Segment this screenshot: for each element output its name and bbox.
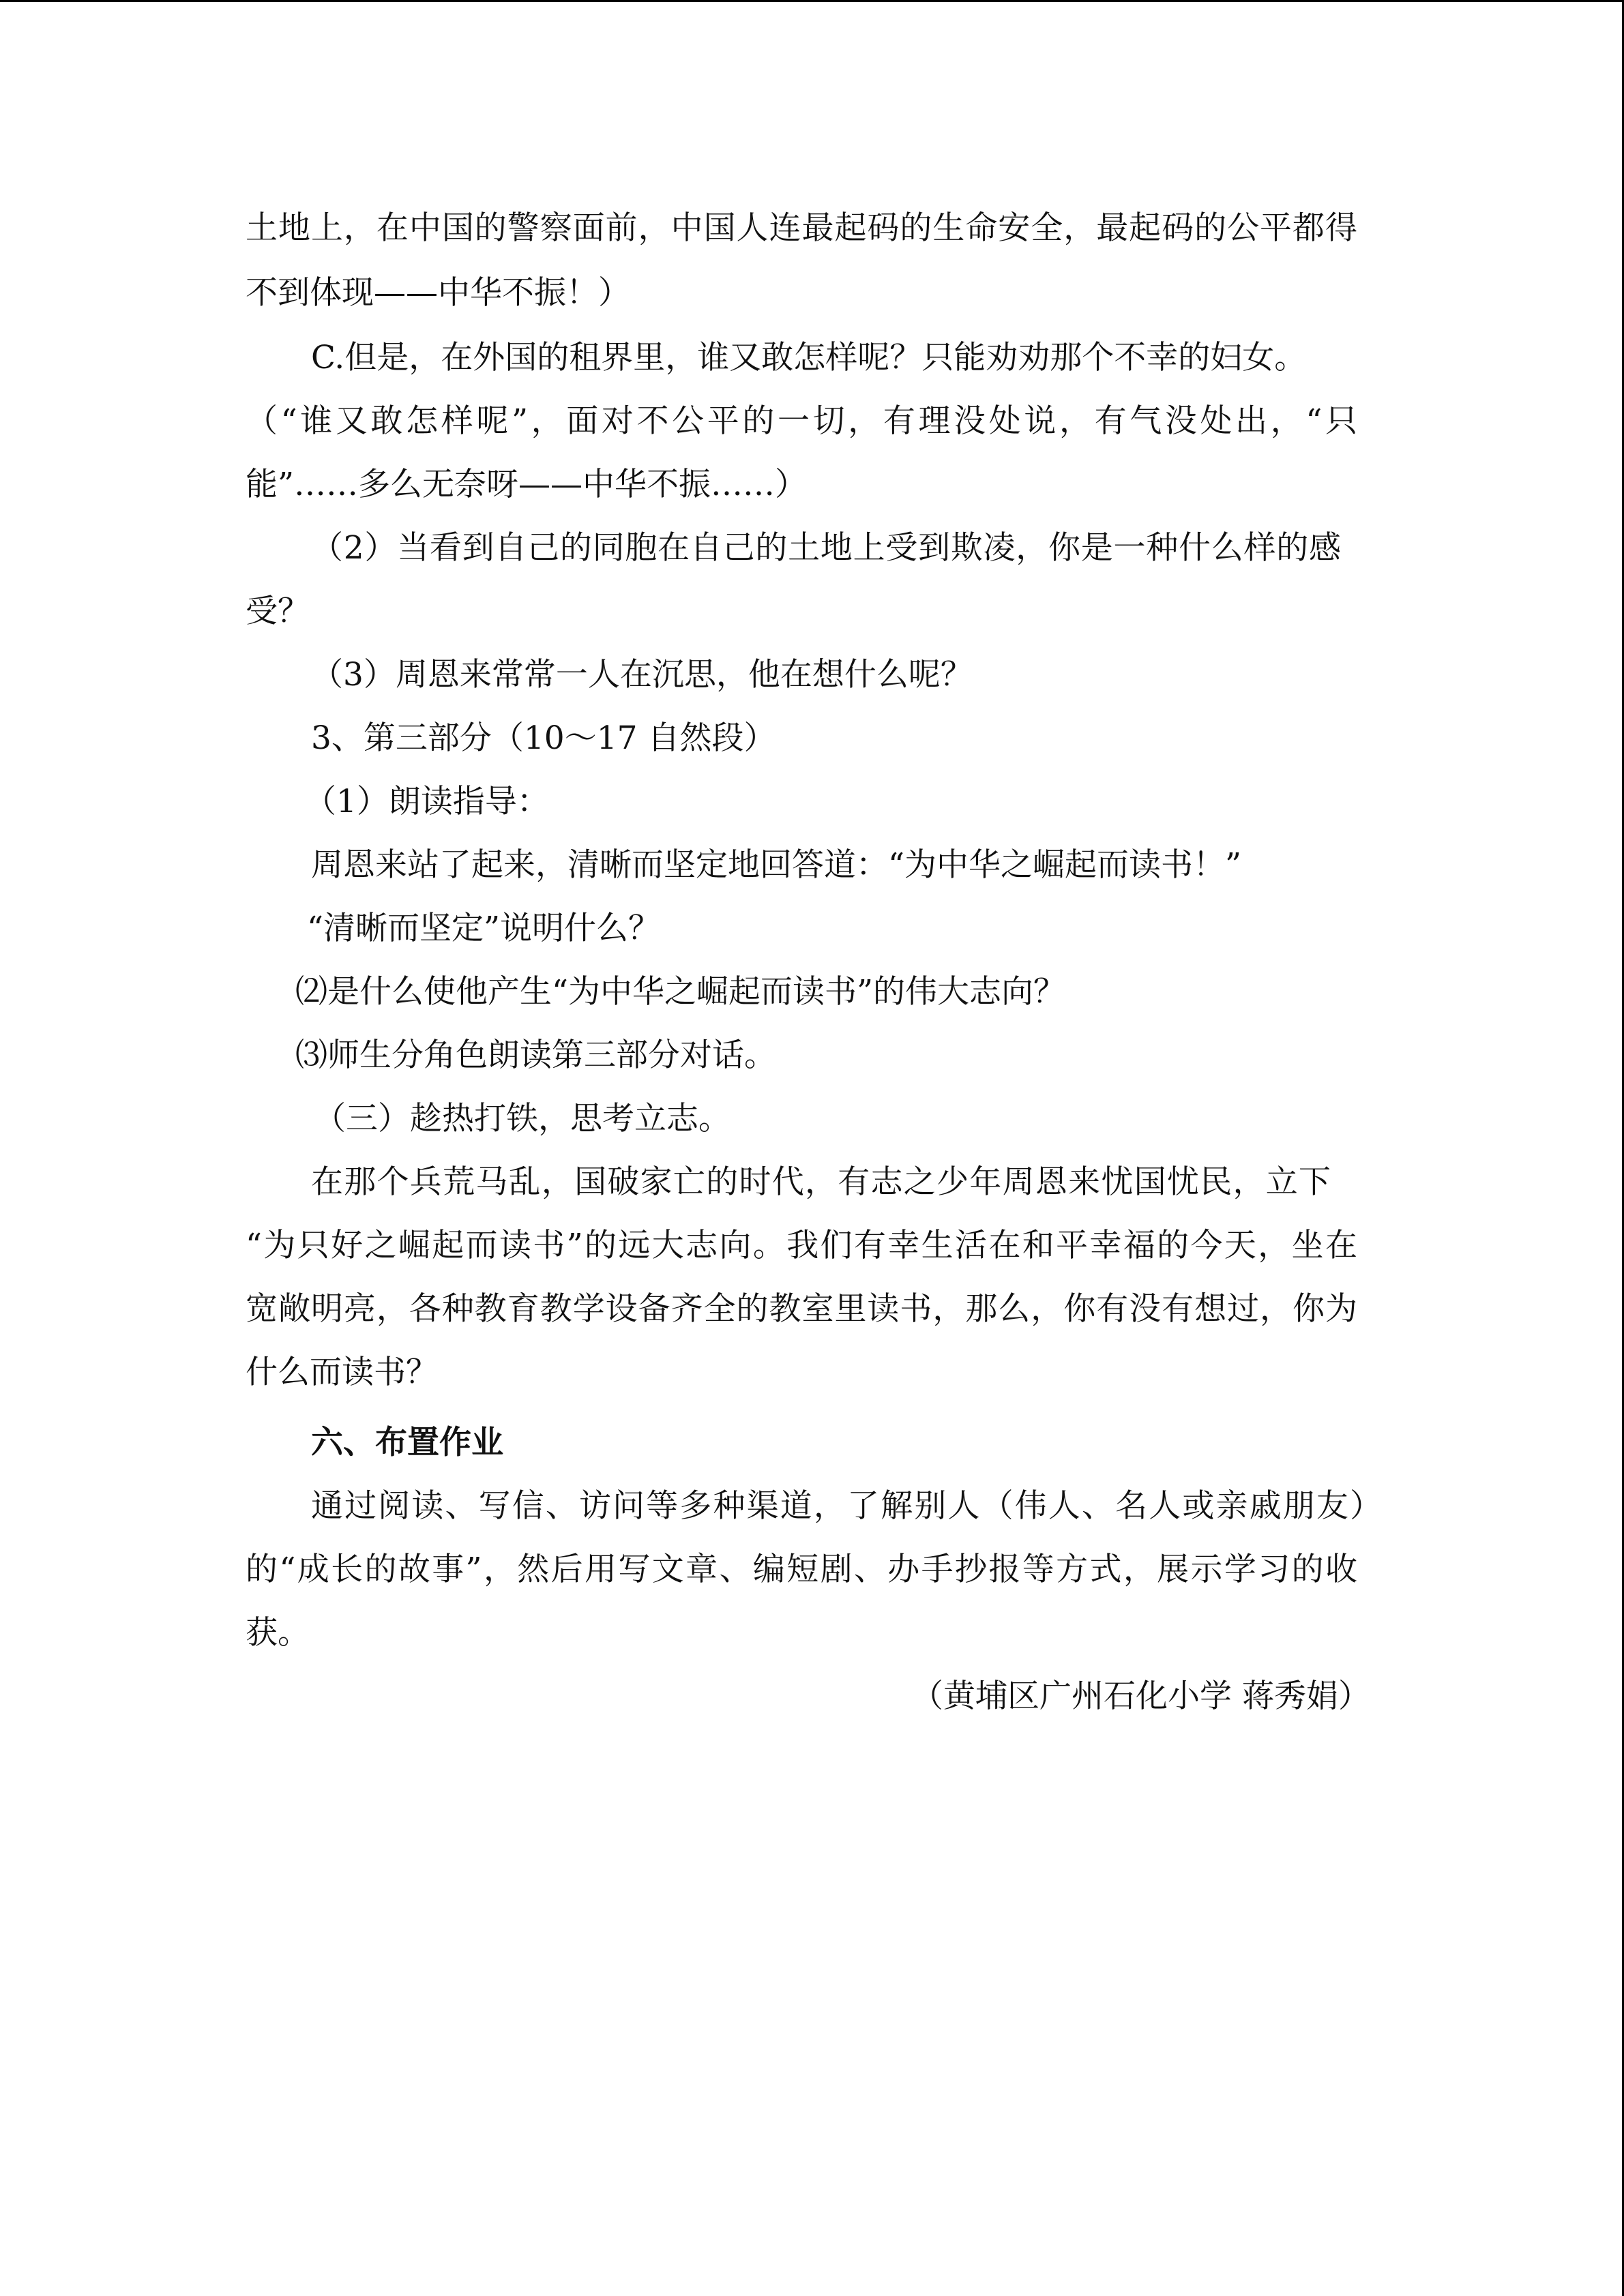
paragraph-line: 宽敞明亮，各种教育教学设备齐全的教室里读书，那么，你有没有想过，你为 [246, 1290, 1357, 1328]
paragraph-line: “为只好之崛起而读书”的远大志向。我们有幸生活在和平幸福的今天，坐在 [246, 1227, 1357, 1264]
section-heading-homework: 六、布置作业 [311, 1424, 503, 1461]
question-line: ⑶师生分角色朗读第三部分对话。 [295, 1037, 776, 1074]
page-border-top [0, 0, 1624, 2]
paragraph-line: 通过阅读、写信、访问等多种渠道，了解别人（伟人、名人或亲戚朋友） [311, 1487, 1382, 1525]
paragraph-line: “清晰而坚定”说明什么？ [307, 910, 661, 947]
paragraph-line: （“谁又敢怎样呢”，面对不公平的一切，有理没处说，有气没处出，“只 [246, 402, 1357, 440]
paragraph-line: 什么而读书？ [246, 1354, 438, 1391]
paragraph-line: 土地上，在中国的警察面前，中国人连最起码的生命安全，最起码的公平都得 [246, 209, 1357, 247]
paragraph-line: 获。 [246, 1614, 310, 1652]
paragraph-line: 的“成长的故事”，然后用写文章、编短剧、办手抄报等方式，展示学习的收 [246, 1551, 1357, 1588]
subheading: （1）朗读指导： [304, 783, 549, 820]
paragraph-line: C.但是，在外国的租界里，谁又敢怎样呢？只能劝劝那个不幸的妇女。 [311, 339, 1307, 376]
question-line: （2）当看到自己的同胞在自己的土地上受到欺凌，你是一种什么样的感 [311, 529, 1341, 567]
paragraph-line: 在那个兵荒马乱，国破家亡的时代，有志之少年周恩来忧国忧民，立下 [311, 1163, 1331, 1201]
question-line: ⑵是什么使他产生“为中华之崛起而读书”的伟大志向？ [295, 973, 1066, 1011]
paragraph-line: 受？ [246, 593, 310, 630]
section-heading: （三）趁热打铁，思考立志。 [314, 1100, 730, 1137]
paragraph-line: 不到体现——中华不振！） [246, 274, 630, 312]
section-heading: 3、第三部分（10～17 自然段） [311, 719, 776, 757]
paragraph-line: 周恩来站了起来，清晰而坚定地回答道：“为中华之崛起而读书！” [311, 846, 1242, 884]
author-attribution: （黄埔区广州石化小学 蒋秀娟） [911, 1678, 1370, 1715]
paragraph-line: 能”……多么无奈呀——中华不振……） [246, 466, 808, 503]
question-line: （3）周恩来常常一人在沉思，他在想什么呢？ [311, 656, 973, 694]
